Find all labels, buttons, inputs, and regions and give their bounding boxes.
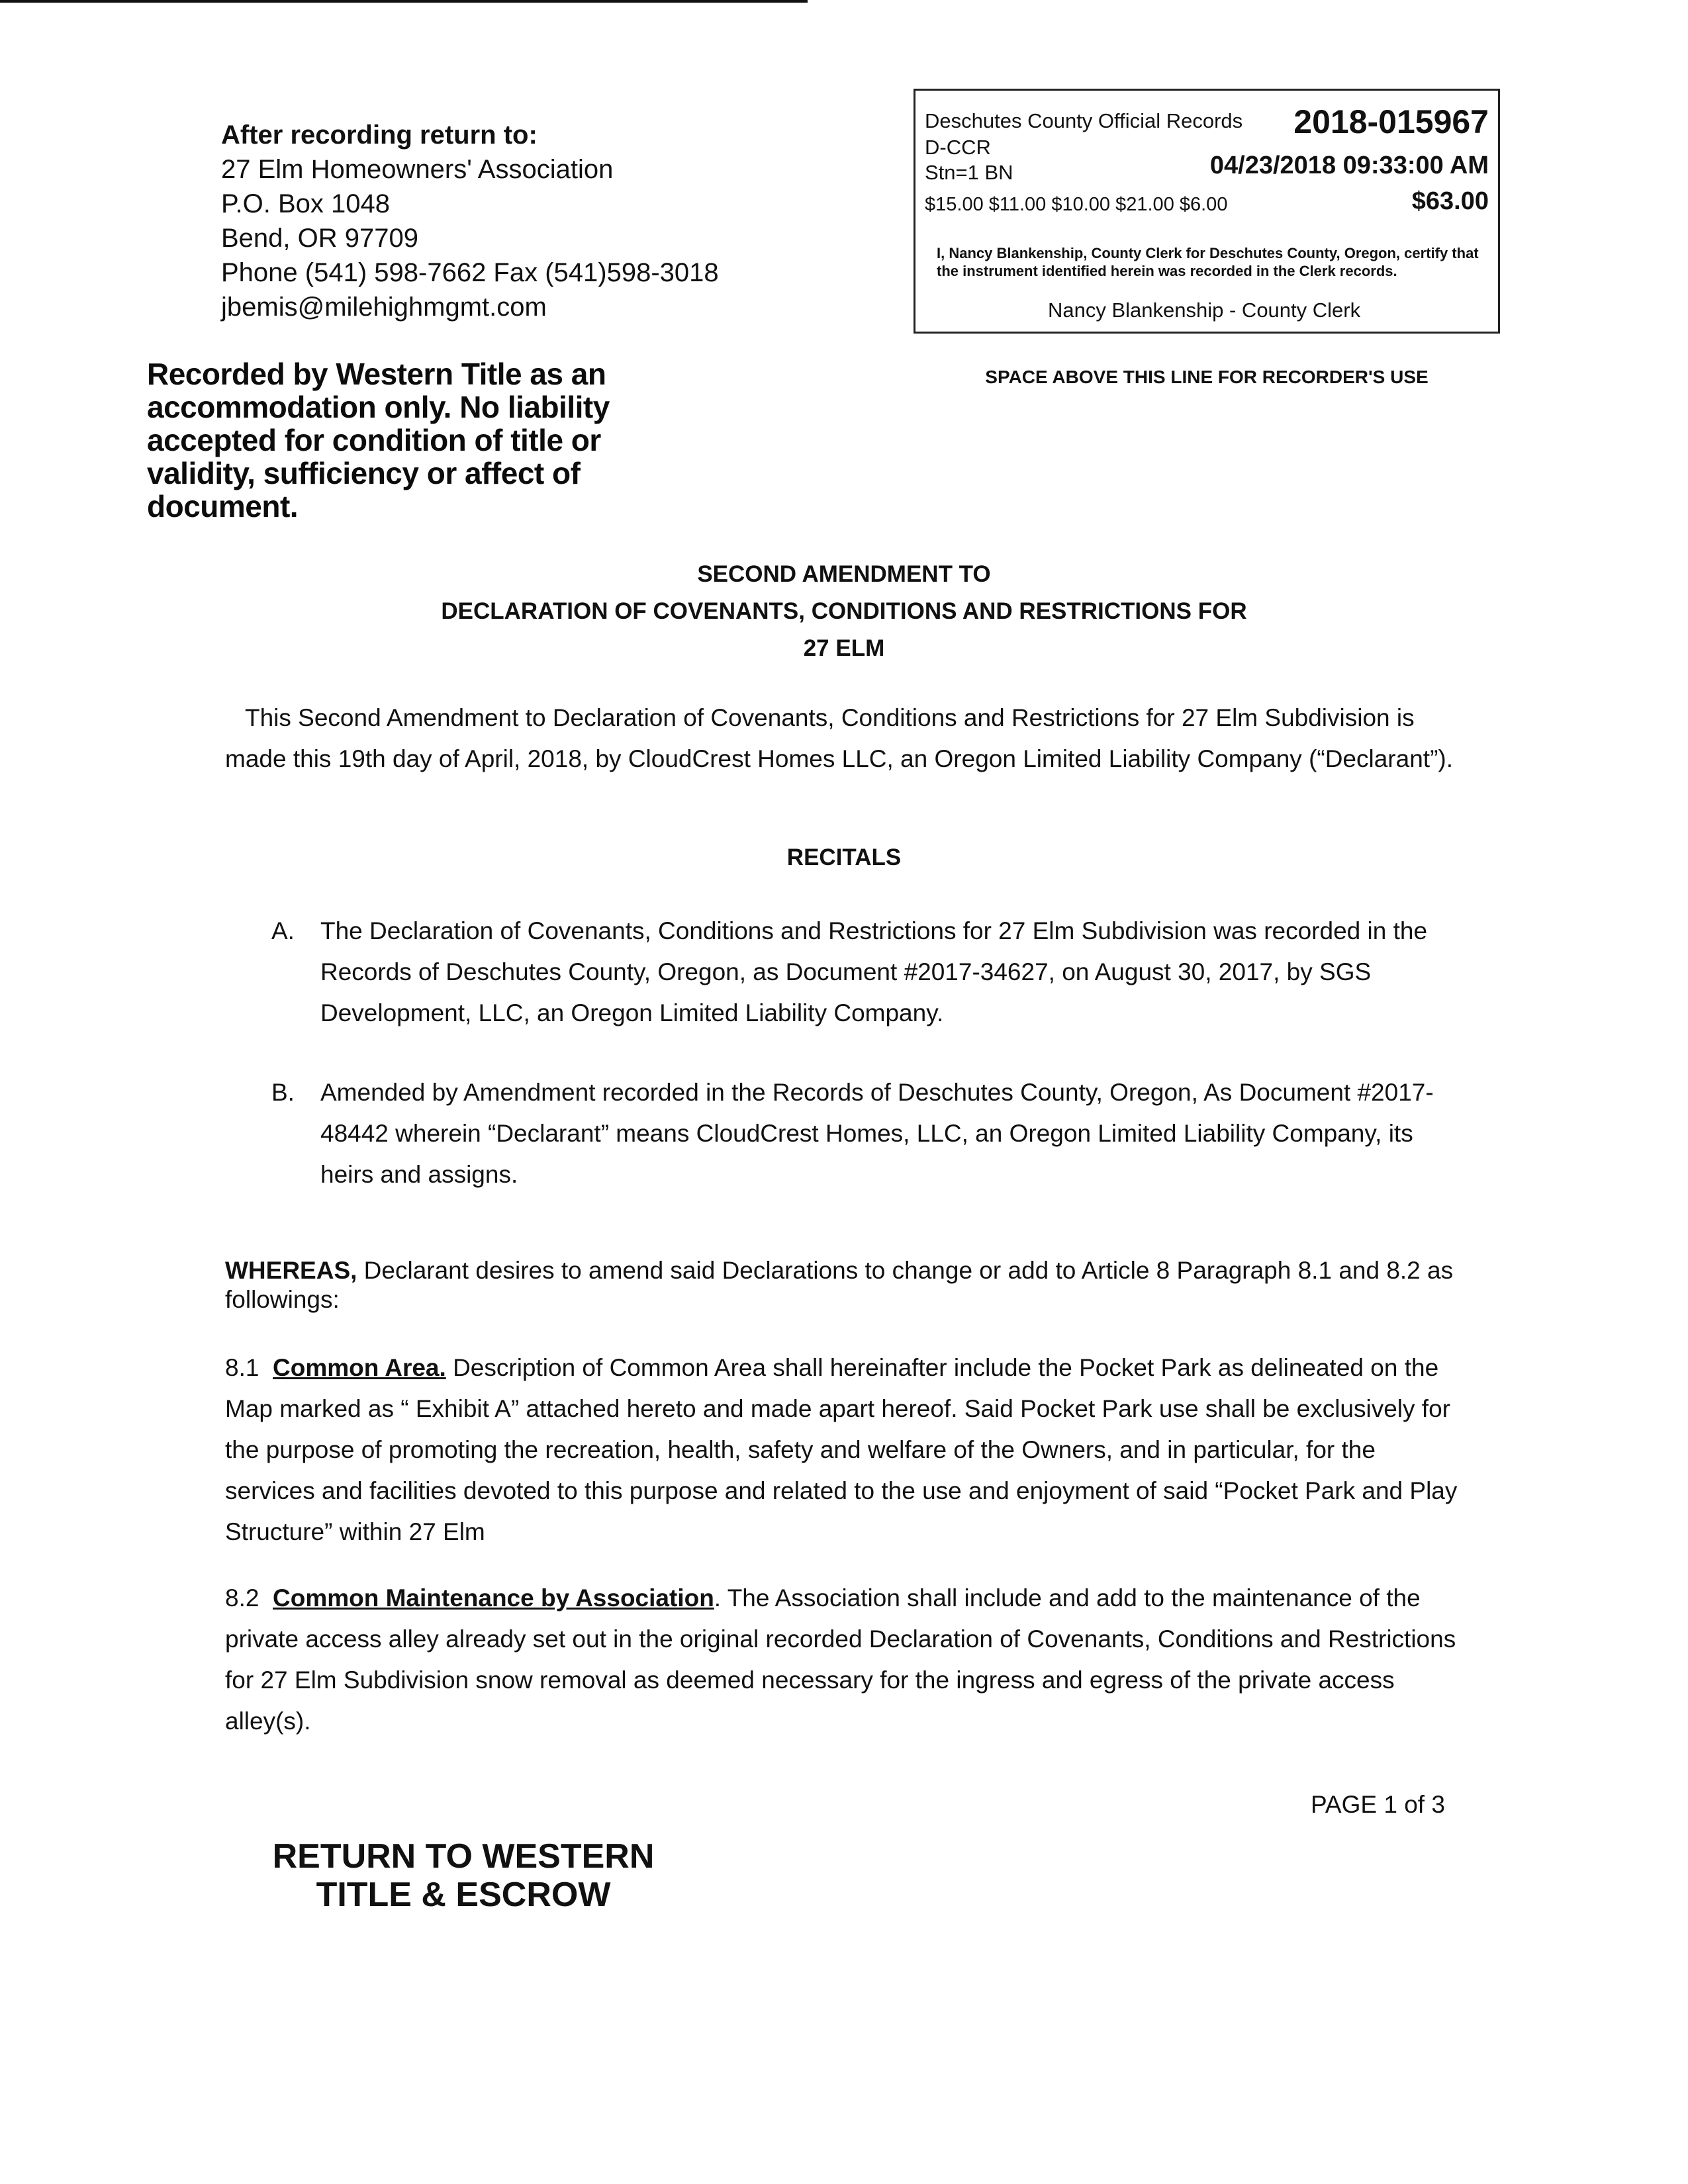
whereas-clause [225, 1256, 1456, 1314]
return-line: Bend, OR 97709 [221, 224, 418, 253]
return-stamp-line: RETURN TO WESTERN [272, 1837, 655, 1876]
section-number: 8.1 [225, 1354, 259, 1381]
page-number: PAGE 1 of 3 [1311, 1791, 1445, 1818]
recital-letter: A. [271, 917, 295, 944]
document-title [0, 556, 1688, 667]
fee-list: $15.00 $11.00 $10.00 $21.00 $6.00 [925, 194, 1228, 215]
section-heading: Common Area. [273, 1354, 446, 1381]
recording-stamp [914, 89, 1500, 334]
recital-a [271, 911, 1470, 1034]
intro-paragraph: This Second Amendment to Declaration of Covenants, Conditions and Restrictions for 27 Elm Subdivision is made this 19th day of April, 2018, by CloudCrest Homes LLC, an Oregon Limited Liability Company (“Declarant”). [225, 704, 1453, 772]
title-line: DECLARATION OF COVENANTS, CONDITIONS AND RESTRICTIONS FOR [441, 598, 1247, 624]
section-8-1 [225, 1347, 1470, 1553]
title-company-stamp: Recorded by Western Title as an accommodation only. No liability accepted for condition of title or validity, sufficiency or affect of document. [147, 357, 610, 523]
section-heading: Common Maintenance by Association [273, 1584, 714, 1612]
return-line: Phone (541) 598-7662 Fax (541)598-3018 [221, 258, 719, 287]
title-line: 27 ELM [803, 635, 885, 661]
recital-letter: B. [271, 1079, 295, 1106]
return-heading: After recording return to: [221, 120, 538, 150]
title-line: SECOND AMENDMENT TO [697, 561, 991, 587]
recital-text: Amended by Amendment recorded in the Records of Deschutes County, Oregon, As Document #2017-48442 wherein “Declarant” means CloudCrest Homes, LLC, an Oregon Limited Liability Company, its heirs and assigns. [320, 1079, 1434, 1188]
document-code: D-CCR [925, 136, 991, 159]
clerk-signature: Nancy Blankenship - County Clerk [1048, 298, 1361, 322]
whereas-text: Declarant desires to amend said Declarations to change or add to Article 8 Paragraph 8.1 and 8.2 as followings: [225, 1257, 1454, 1313]
recital-b [271, 1072, 1470, 1195]
section-text: . The Association shall include and add to the maintenance of the private access alley already set out in the original recorded Declaration of Covenants, Conditions and Restrictions for 27 Elm Subdivision snow removal as deemed necessary for the ingress and egress of the private access alley(s). [225, 1584, 1456, 1735]
section-number: 8.2 [225, 1584, 259, 1612]
top-rule [0, 0, 808, 3]
section-text: Description of Common Area shall hereinafter include the Pocket Park as delineated on the Map marked as “ Exhibit A” attached hereto and made apart hereof. Said Pocket Park use shall be exclusively for the purpose of promoting the recreation, health, safety and welfare of the Owners, and in particular, for the services and facilities devoted to this purpose and related to the use and enjoyment of said “Pocket Park and Play Structure” within 27 Elm [225, 1354, 1458, 1545]
return-line: 27 Elm Homeowners' Association [221, 155, 614, 184]
return-address-block [221, 118, 719, 324]
recitals-heading: RECITALS [786, 844, 902, 870]
clerk-certification: I, Nancy Blankenship, County Clerk for Deschutes County, Oregon, certify that the instrument identified herein was recorded in the Clerk records. [937, 245, 1479, 279]
return-email: jbemis@milehighmgmt.com [221, 293, 547, 322]
section-8-2 [225, 1578, 1470, 1742]
recital-text: The Declaration of Covenants, Conditions and Restrictions for 27 Elm Subdivision was recorded in the Records of Deschutes County, Oregon, as Document #2017-34627, on August 30, 2017, by SGS Development, LLC, an Oregon Limited Liability Company. [320, 917, 1428, 1026]
return-stamp [238, 1837, 688, 1914]
station: Stn=1 BN [925, 161, 1013, 184]
document-number: 2018-015967 [1293, 103, 1489, 140]
return-line: P.O. Box 1048 [221, 189, 390, 218]
fee-total: $63.00 [1411, 187, 1489, 215]
recorded-datetime: 04/23/2018 09:33:00 AM [1209, 152, 1489, 179]
records-office: Deschutes County Official Records [925, 109, 1243, 132]
return-stamp-line: TITLE & ESCROW [316, 1876, 611, 1914]
recorder-space-note: SPACE ABOVE THIS LINE FOR RECORDER'S USE [985, 367, 1429, 387]
whereas-keyword: WHEREAS, [225, 1257, 357, 1284]
